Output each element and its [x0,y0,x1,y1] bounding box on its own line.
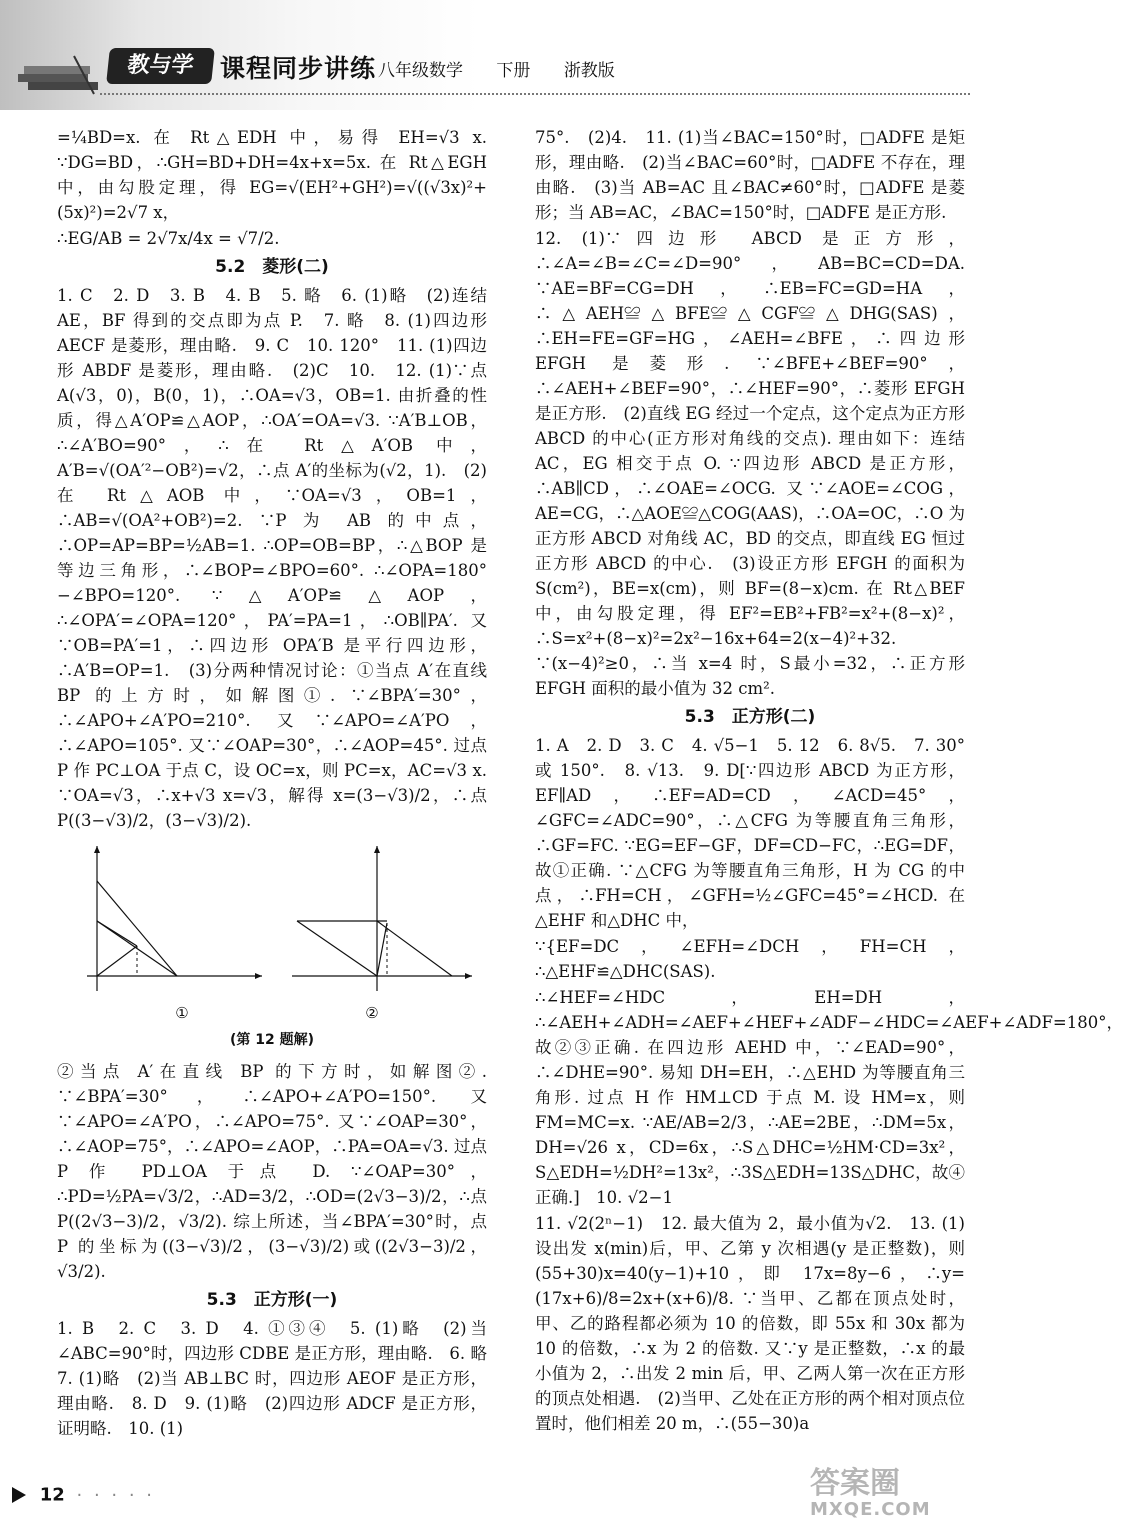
arrow-icon [12,1487,26,1503]
paragraph: 1. B 2. C 3. D 4. ①③④ 5. (1)略 (2)当∠ABC=90°时，四边形 CDBE 是正方形，理由略. 6. 略 7. (1)略 (2)当 AB⊥BC 时，四边形 AEOF 是正方形，理由略. 8. D 9. (1)略 (2)四边形 ADCF 是正方形，证明略. 10. (1) [57,1319,504,1438]
paragraph: 1. C 2. D 3. B 4. B 5. 略 6. (1)略 (2)连结 AE，BF 得到的交点即为点 P. 7. 略 8. (1)四边形 AECF 是菱形，理由略. 9. C 10. 120° 11. (1)四边形 ABDF 是菱形，理由略. (2)C 10. 12. (1)∵点 A(√3，0)，B(0，1)，∴OA=√3，OB=1. 由折叠的性质，得△A′OP≌△AOP，∴OA′=OA=√3. ∵A′B⊥OB，∴∠A′BO=90°，∴在 Rt△A′OB 中，A′B=√(OA′²−OB²)=√2，∴点 A′的坐标为(√2，1). (2)在 Rt△AOB 中，∵OA=√3，OB=1，∴AB=√(OA²+OB²)=2. ∵P 为 AB 的中点，∴OP=AP=BP=½AB=1. ∴OP=OB=BP，∴△BOP 是等边三角形，∴∠BOP=∠BPO=60°. ∴∠OPA=180°−∠BPO=120°. ∵△A′OP≌△AOP，∴∠OPA′=∠OPA=120°，PA′=PA=1，∴OB∥PA′. 又∵OB=PA′=1，∴四边形 OPA′B 是平行四边形，∴A′B=OP=1. (3)分两种情况讨论：①当点 A′在直线 BP 的上方时，如解图①. ∵∠BPA′=30°，∴∠APO+∠A′PO=210°. 又∵∠APO=∠A′PO，∴∠APO=105°. 又∵∠OAP=30°，∴∠AOP=45°. 过点 P 作 PC⊥OA 于点 C，设 OC=x，则 PC=x，AC=√3 x. ∵OA=√3，∴x+√3 x=√3，解得 x=(3−√3)/2，∴点 P((3−√3)/2，(3−√3)/2). [57,286,487,830]
paragraph: 12. (1)∵四边形 ABCD 是正方形，∴∠A=∠B=∠C=∠D=90°，AB=BC=CD=DA. ∵AE=BF=CG=DH，∴EB=FC=GD=HA，∴△AEH≌△BFE≌△CGF≌△DHG(SAS)，∴EH=FE=GF=HG，∠AEH=∠BFE，∴四边形 EFGH 是菱形. ∵∠BFE+∠BEF=90°，∴∠AEH+∠BEF=90°，∴∠HEF=90°，∴菱形 EFGH 是正方形. (2)直线 EG 经过一个定点，这个定点为正方形 ABCD 的中心(正方形对角线的交点). 理由如下：连结 AC，EG 相交于点 O. ∵四边形 ABCD 是正方形，∴AB∥CD，∴∠OAE=∠OCG. 又∵∠AOE=∠COG，AE=CG，∴△AOE≌△COG(AAS)，∴OA=OC，∴O 为正方形 ABCD 对角线 AC，BD 的交点，即直线 EG 恒过正方形 ABCD 的中心. (3)设正方形 EFGH 的面积为 S(cm²)，BE=x(cm)，则 BF=(8−x)cm. 在 Rt△BEF 中，由勾股定理，得 EF²=EB²+FB²=x²+(8−x)²，∴S=x²+(8−x)²=2x²−16x+64=2(x−4)²+32. ∵(x−4)²≥0，∴当 x=4 时，S最小=32，∴正方形 EFGH 面积的最小值为 32 cm². [535,229,965,698]
figure-2 [287,841,477,1001]
grade-label: 八年级数学 [378,61,463,81]
section-heading: 5.2 菱形(二) [215,257,329,277]
header-divider [100,93,970,95]
figure-2-label: ② [365,1004,379,1022]
edition-label: 浙教版 [563,61,615,81]
paragraph: 75°. (2)4. 11. (1)当∠BAC=150°时，□ADFE 是矩形，理由略. (2)当∠BAC=60°时，□ADFE 不存在，理由略. (3)当 AB=AC 且∠BAC≠60°时，□ADFE 是菱形；当 AB=AC，∠BAC=150°时，□ADFE 是正方形. [535,128,965,222]
left-column [57,125,504,1442]
page-footer [12,1484,155,1506]
book-info [378,56,643,81]
figure-row [77,841,477,1001]
series-title: 课程同步讲练 [220,54,377,83]
figure-1 [77,841,267,1001]
figure-caption: (第 12 题解) [229,1032,315,1048]
figure-labels [87,1001,467,1026]
watermark [810,1468,995,1524]
page-header [0,0,1000,110]
brand-logo: 教与学 [106,48,215,84]
section-heading: 5.3 正方形(一) [206,1290,338,1310]
page-number: 12 [39,1484,65,1506]
book-stack-icon [14,54,104,98]
watermark-url: MXQE.COM [810,1499,931,1520]
paragraph: ∵{EF=DC，∠EFH=∠DCH，FH=CH，∴△EHF≌△DHC(SAS). [535,937,965,981]
section-heading: 5.3 正方形(二) [684,707,816,727]
footer-dots: · · · · · [76,1484,156,1506]
watermark-title: 答案圈 [810,1466,900,1501]
paragraph: ②当点 A′在直线 BP 的下方时，如解图②. ∵∠BPA′=30°，∴∠APO+∠A′PO=150°. 又∵∠APO=∠A′PO，∴∠APO=75°. 又∵∠OAP=30°，∴∠AOP=75°，∴∠APO=∠AOP，∴PA=OA=√3. 过点 P 作 PD⊥OA 于点 D. ∵∠OAP=30°，∴PD=½PA=√3/2，∴AD=3/2，∴OD=(2√3−3)/2，∴点 P((2√3−3)/2，√3/2). 综上所述，当∠BPA′=30°时，点 P 的坐标为((3−√3)/2，(3−√3)/2)或((2√3−3)/2，√3/2). [57,1062,487,1281]
paragraph: ∴∠HEF=∠HDC，EH=DH，∴∠AEH+∠ADH=∠AEF+∠HEF+∠ADF−∠HDC=∠AEF+∠ADF=180°，故②③正确. 在四边形 AEHD 中，∵∠EAD=90°，∴∠DHE=90°. 易知 DH=EH，∴△EHD 为等腰直角三角形. 过点 H 作 HM⊥CD 于点 M. 设 HM=x，则 FM=MC=x. ∵AE/AB=2/3，∴AE=2BE，∴DM=5x，DH=√26 x，CD=6x，∴S△DHC=½HM·CD=3x²，S△EDH=½DH²=13x²，∴3S△EDH=13S△DHC，故④正确.] 10. √2−1 [535,988,1123,1207]
paragraph: 1. A 2. D 3. C 4. √5−1 5. 12 6. 8√5. 7. 30°或 150°. 8. √13. 9. D[∵四边形 ABCD 为正方形，EF∥AD，∴EF=AD=CD，∠ACD=45°，∠GFC=∠ADC=90°，∴△CFG 为等腰直角三角形，∴GF=FC. ∵EG=EF−GF，DF=CD−FC，∴EG=DF，故①正确. ∵△CFG 为等腰直角三角形，H 为 CG 的中点，∴FH=CH，∠GFH=½∠GFC=45°=∠HCD. 在△EHF 和△DHC 中， [535,736,965,930]
paragraph: 11. √2(2ⁿ−1) 12. 最大值为 2，最小值为√2. 13. (1)设出发 x(min)后，甲、乙第 y 次相遇(y 是正整数)，则(55+30)x=40(y−1)+10，即 17x=8y−6，∴y=(17x+6)/8=2x+(x+6)/8. ∵当甲、乙都在顶点处时，甲、乙的路程都必须为 10 的倍数，即 55x 和 30x 都为 10 的倍数，∴x 为 2 的倍数. 又∵y 是正整数，∴x 的最小值为 2，∴出发 2 min 后，甲、乙两人第一次在正方形的顶点处相遇. (2)当甲、乙处在正方形的两个相对顶点位置时，他们相差 20 m，∴(55−30)a [535,1214,965,1433]
right-column [535,125,1123,1437]
volume-label: 下册 [496,61,531,81]
paragraph: ∴EG/AB = 2√7x/4x = √7/2. [57,229,280,248]
figure-1-label: ① [175,1004,189,1022]
paragraph: =¼BD=x. 在 Rt△EDH 中，易得 EH=√3 x. ∵DG=BD，∴GH=BD+DH=4x+x=5x. 在 Rt△EGH 中，由勾股定理，得 EG=√(EH²+GH²)=√((√3x)²+(5x)²)=2√7 x， [57,128,487,222]
